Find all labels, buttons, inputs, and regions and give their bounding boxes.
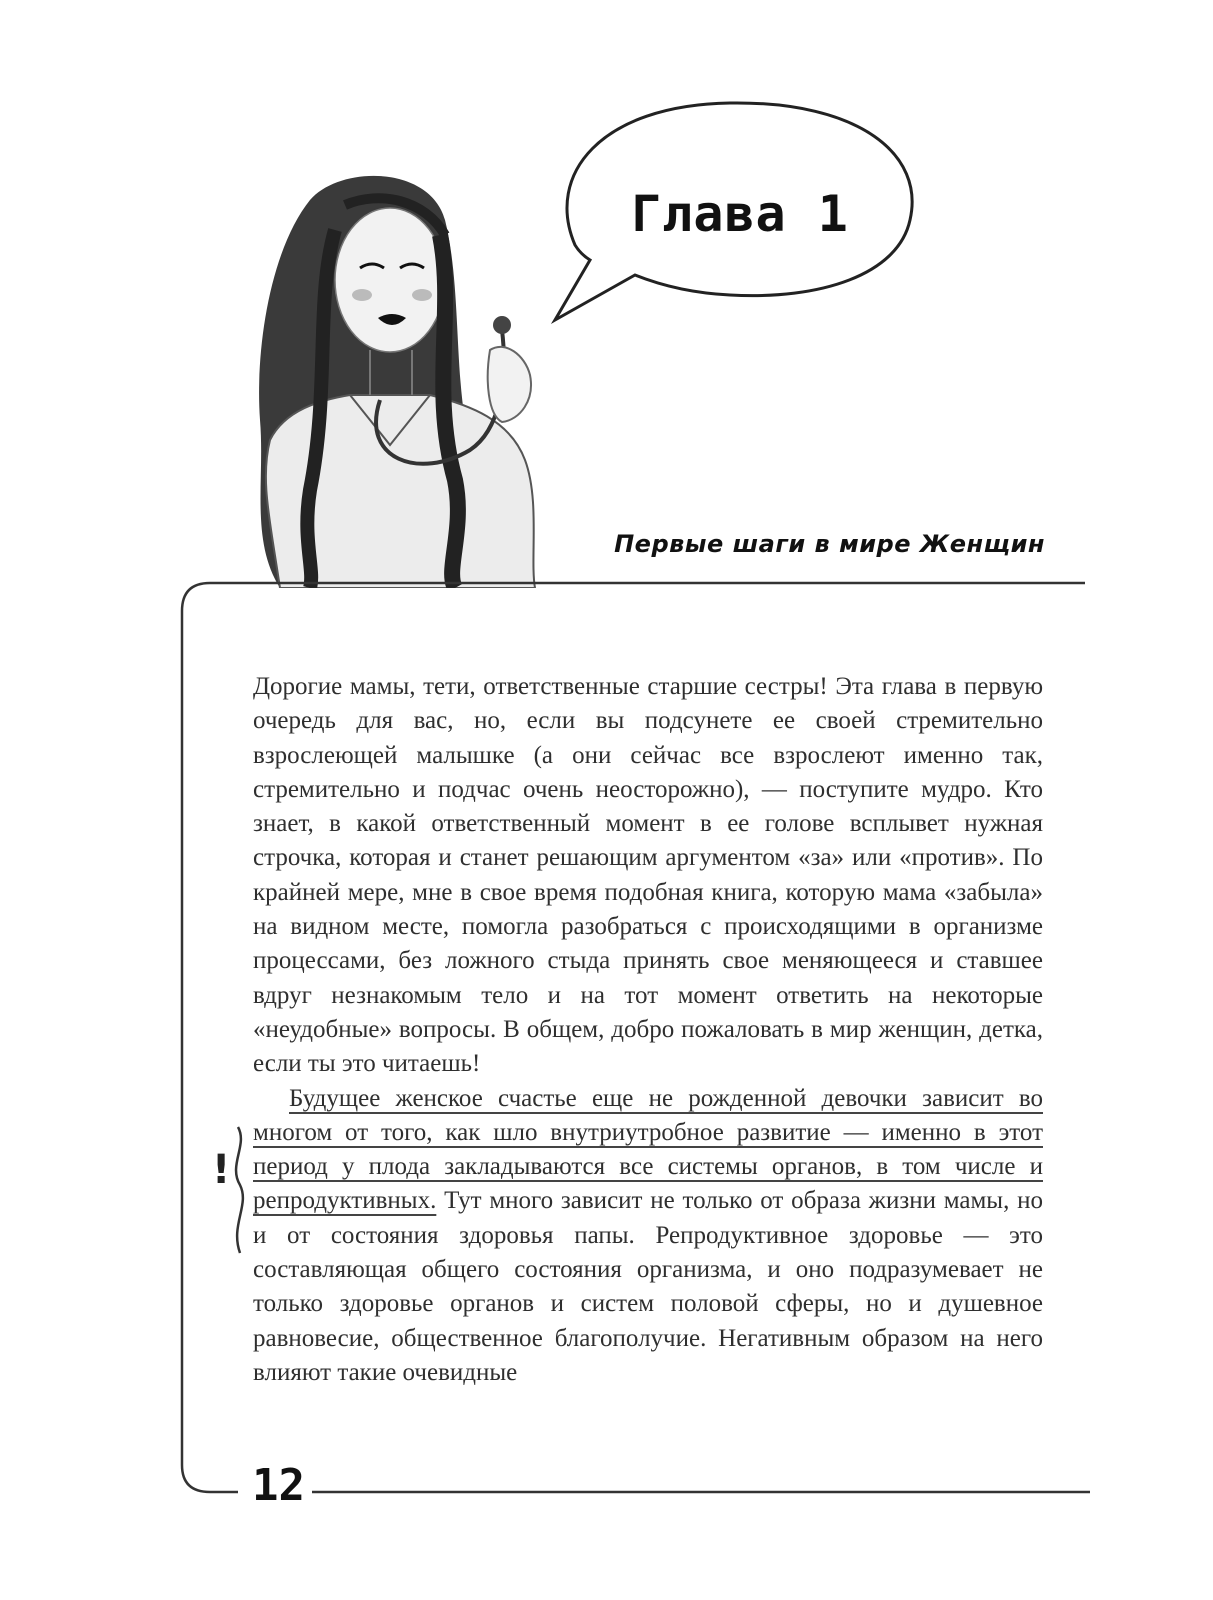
paragraph-main	[253, 1082, 1043, 1391]
paragraph-intro: Дорогие мамы, тети, ответственные старшие сестры! Эта глава в первую очередь для вас, но, если вы подсунете ее своей стремительно взрослеющей малышке (а они сейчас все взрослеют именно так, стремительно и подчас очень неосторожно), — поступите мудро. Кто знает, в какой ответственный момент в ее голове всплывет нужная строчка, которая и станет решающим аргументом «за» или «против». По крайней мере, мне в свое время подобная книга, которую мама «забыла» на видном месте, помогла разобраться с происходящими в организме процессами, без ложного стыда принять свое меняющееся и ставшее вдруг незнакомым тело и на тот момент ответить на некоторые «неудобные» вопросы. В общем, добро пожаловать в мир женщин, детка, если ты это читаешь!	[253, 673, 1043, 1078]
doctor-woman-illustration	[240, 160, 580, 588]
chapter-title: Глава 1	[631, 185, 849, 243]
body-text	[253, 670, 1043, 1390]
page-number: 12	[246, 1460, 311, 1511]
exclamation-icon: !	[212, 1147, 231, 1193]
chapter-subtitle: Первые шаги в мире Женщин	[614, 530, 1045, 558]
margin-exclamation	[208, 1125, 248, 1255]
paragraph-main-rest: Тут много зависит не только от образа жизни мамы, но и от состояния здоровья папы. Репродуктивное здоровье — это составляющая общего состояния организма, и оно подразумевает не только здоровье органов и систем половой сферы, но и душевное равновесие, общественное благополучие. Негативным образом на него влияют такие очевидные	[253, 1187, 1043, 1386]
highlighted-text: Будущее женское счастье еще не рожденной девочки зависит во многом от того, как шло внутриутробное развитие — именно в этот период у плода закладываются все системы органов, в том числе и репродуктивных.	[253, 1084, 1043, 1215]
